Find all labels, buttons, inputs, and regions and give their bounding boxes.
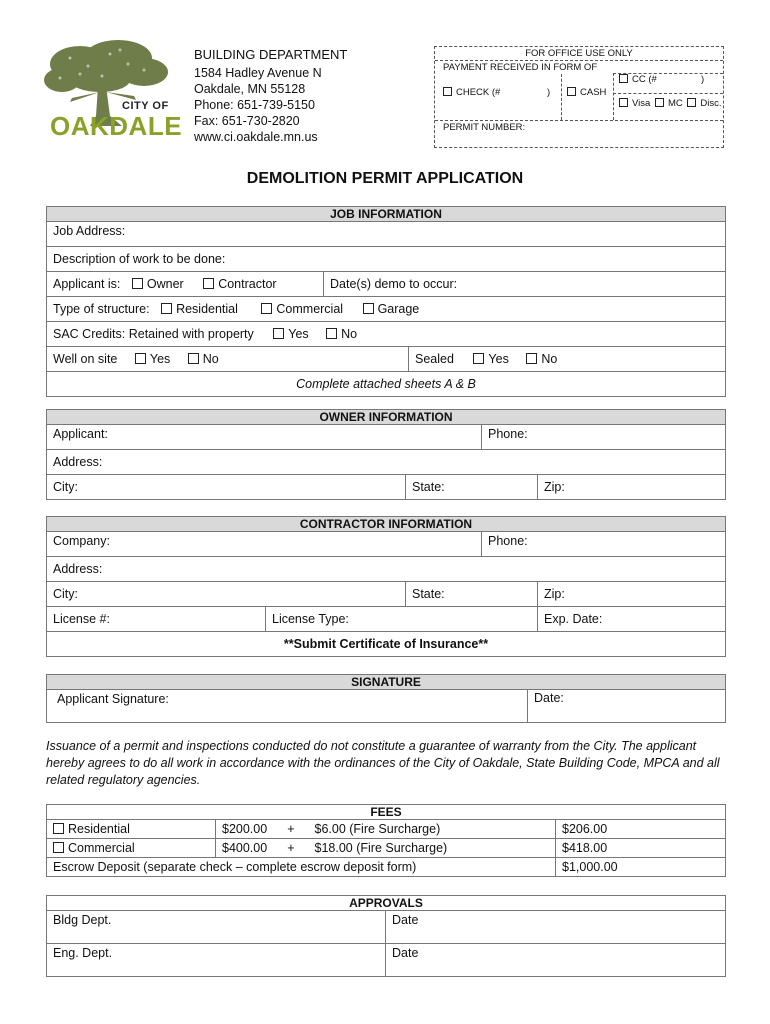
fax-line: Fax: 651-730-2820 xyxy=(194,114,300,128)
check-option[interactable]: CHECK (# xyxy=(443,87,500,98)
approvals-section xyxy=(46,895,726,977)
contractor-city-field[interactable]: City: xyxy=(53,587,78,601)
contractor-address-field[interactable]: Address: xyxy=(53,562,103,576)
logo-city-of: CITY OF xyxy=(122,100,169,112)
section-header: SIGNATURE xyxy=(47,675,725,690)
mc-checkbox[interactable] xyxy=(655,98,664,107)
garage-label: Garage xyxy=(377,302,420,316)
address-line: Oakdale, MN 55128 xyxy=(194,82,306,96)
residential-label: Residential xyxy=(176,302,238,316)
visa-checkbox[interactable] xyxy=(619,98,628,107)
contractor-company-field[interactable]: Company: xyxy=(53,534,110,548)
fee-commercial-calc: $400.00 + $18.00 (Fire Surcharge) xyxy=(215,839,552,857)
department-name: BUILDING DEPARTMENT xyxy=(194,47,348,62)
license-type-field[interactable]: License Type: xyxy=(265,607,538,631)
section-header: JOB INFORMATION xyxy=(47,207,725,222)
contractor-checkbox[interactable] xyxy=(203,278,214,289)
eng-dept-date-field[interactable]: Date xyxy=(385,944,725,976)
logo-oakdale: OAKDALE xyxy=(50,111,183,141)
owner-label: Owner xyxy=(146,277,184,291)
exp-date-field[interactable]: Exp. Date: xyxy=(537,607,725,631)
bldg-dept-date-field[interactable]: Date xyxy=(385,911,725,943)
address-line: 1584 Hadley Avenue N xyxy=(194,66,322,80)
section-header: CONTRACTOR INFORMATION xyxy=(47,517,725,532)
signature-date-field[interactable]: Date: xyxy=(527,690,725,722)
cc-option[interactable]: CC (# xyxy=(619,74,657,85)
insurance-note: **Submit Certificate of Insurance** xyxy=(283,637,489,651)
sac-yes-label: Yes xyxy=(288,327,309,341)
well-on-site-field: Well on site Yes No xyxy=(53,352,219,366)
section-header: OWNER INFORMATION xyxy=(47,410,725,425)
fee-commercial-label: Commercial xyxy=(47,839,213,857)
commercial-label: Commercial xyxy=(276,302,344,316)
check-checkbox[interactable] xyxy=(443,87,452,96)
fee-residential-total: $206.00 xyxy=(555,820,725,838)
mc-label: MC xyxy=(667,98,683,109)
section-header: APPROVALS xyxy=(47,896,725,911)
commercial-checkbox[interactable] xyxy=(261,303,272,314)
disc-label: Disc. xyxy=(700,98,722,109)
owner-state-field[interactable]: State: xyxy=(405,475,538,499)
well-yes-label: Yes xyxy=(149,352,171,366)
cc-checkbox[interactable] xyxy=(619,74,628,83)
cash-option[interactable]: CASH xyxy=(567,87,606,98)
contractor-state-field[interactable]: State: xyxy=(405,582,538,606)
job-information-section xyxy=(46,206,726,397)
disc-checkbox[interactable] xyxy=(687,98,696,107)
sealed-no-checkbox[interactable] xyxy=(526,353,537,364)
phone-line: Phone: 651-739-5150 xyxy=(194,98,315,112)
owner-applicant-field[interactable]: Applicant: xyxy=(53,427,108,441)
attached-sheets-note: Complete attached sheets A & B xyxy=(296,377,476,391)
license-number-field[interactable]: License #: xyxy=(53,612,110,626)
contractor-label: Contractor xyxy=(218,277,277,291)
sealed-no-label: No xyxy=(541,352,558,366)
structure-type-field: Type of structure: Residential Commercial Garage xyxy=(53,302,420,316)
department-block xyxy=(194,47,347,145)
owner-zip-field[interactable]: Zip: xyxy=(537,475,725,499)
job-address-field[interactable]: Job Address: xyxy=(53,224,126,238)
residential-checkbox[interactable] xyxy=(161,303,172,314)
well-no-checkbox[interactable] xyxy=(188,353,199,364)
owner-address-field[interactable]: Address: xyxy=(53,455,103,469)
fees-section xyxy=(46,804,726,877)
permit-disclaimer: Issuance of a permit and inspections conducted do not constitute a guarantee of warranty from the City. The applicant hereby agrees to do all work in accordance with the ordinances of the City of Oakdale, State Building Code, MPCA and all related regulatory agencies. xyxy=(46,739,720,787)
escrow-deposit-total: $1,000.00 xyxy=(555,858,725,876)
description-field[interactable]: Description of work to be done: xyxy=(53,252,226,266)
eng-dept-field[interactable]: Eng. Dept. xyxy=(53,946,113,960)
sac-no-label: No xyxy=(341,327,358,341)
card-type-options[interactable] xyxy=(619,98,722,109)
owner-phone-field[interactable]: Phone: xyxy=(481,425,725,449)
applicant-is-field: Applicant is: Owner Contractor xyxy=(53,277,277,291)
well-no-label: No xyxy=(202,352,219,366)
payment-label: PAYMENT RECEIVED IN FORM OF xyxy=(443,62,598,73)
signature-section xyxy=(46,674,726,723)
fee-commercial-checkbox[interactable] xyxy=(53,842,64,853)
visa-label: Visa xyxy=(632,98,651,109)
sac-no-checkbox[interactable] xyxy=(326,328,337,339)
sac-yes-checkbox[interactable] xyxy=(273,328,284,339)
fee-residential-calc: $200.00 + $6.00 (Fire Surcharge) xyxy=(215,820,552,838)
garage-checkbox[interactable] xyxy=(363,303,374,314)
contractor-information-section xyxy=(46,516,726,657)
owner-checkbox[interactable] xyxy=(132,278,143,289)
owner-city-field[interactable]: City: xyxy=(53,480,78,494)
contractor-phone-field[interactable]: Phone: xyxy=(481,532,725,556)
fee-residential-label: Residential xyxy=(47,820,213,838)
well-yes-checkbox[interactable] xyxy=(135,353,146,364)
owner-information-section xyxy=(46,409,726,500)
applicant-signature-field[interactable]: Applicant Signature: xyxy=(57,692,169,706)
check-close: ) xyxy=(547,87,551,98)
permit-number-label: PERMIT NUMBER: xyxy=(443,122,526,133)
contractor-zip-field[interactable]: Zip: xyxy=(537,582,725,606)
fee-residential-checkbox[interactable] xyxy=(53,823,64,834)
website-line: www.ci.oakdale.mn.us xyxy=(194,130,318,144)
office-use-title: FOR OFFICE USE ONLY xyxy=(525,48,633,59)
sealed-yes-label: Yes xyxy=(488,352,509,366)
sac-credits-field: SAC Credits: Retained with property Yes No xyxy=(53,327,358,341)
demo-dates-field[interactable]: Date(s) demo to occur: xyxy=(323,272,725,296)
section-header: FEES xyxy=(47,805,725,820)
sealed-yes-checkbox[interactable] xyxy=(473,353,484,364)
cash-checkbox[interactable] xyxy=(567,87,576,96)
bldg-dept-field[interactable]: Bldg Dept. xyxy=(53,913,112,927)
sealed-field: Sealed Yes No xyxy=(408,347,725,371)
cc-close: ) xyxy=(701,74,705,85)
fee-commercial-total: $418.00 xyxy=(555,839,725,857)
page-title: DEMOLITION PERMIT APPLICATION xyxy=(246,170,524,187)
office-use-box xyxy=(434,46,724,148)
escrow-deposit-label: Escrow Deposit (separate check – complete escrow deposit form) xyxy=(53,860,417,874)
